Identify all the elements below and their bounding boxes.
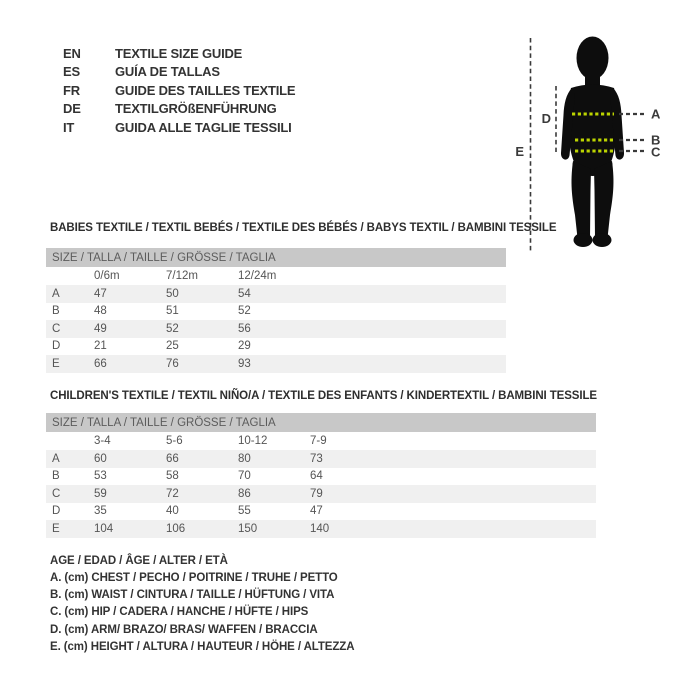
- cell: 49: [94, 322, 107, 335]
- row-label: C: [52, 487, 61, 500]
- lang-row-es: [63, 63, 295, 82]
- lang-label: GUIDE DES TAILLES TEXTILE: [115, 82, 296, 98]
- children-table-header-band: SIZE / TALLA / TAILLE / GRÖSSE / TAGLIA: [46, 413, 596, 432]
- children-section-title: CHILDREN'S TEXTILE / TEXTIL NIÑO/A / TEXTILE DES ENFANTS / KINDERTEXTIL / BAMBINI TESSILE: [50, 390, 597, 402]
- cell: 25: [166, 340, 179, 353]
- cell: 51: [166, 305, 179, 318]
- lang-code: DE: [63, 101, 81, 117]
- babies-section-title: BABIES TEXTILE / TEXTIL BEBÉS / TEXTILE DES BÉBÉS / BABYS TEXTIL / BAMBINI TESSILE: [50, 222, 557, 234]
- cell: 140: [310, 522, 330, 535]
- row-label: E: [52, 522, 60, 535]
- lang-label: TEXTILGRÖßENFÜHRUNG: [115, 101, 277, 117]
- language-title-list: [63, 44, 295, 137]
- legend-age-line: AGE / EDAD / ÂGE / ALTER / ETÀ: [50, 554, 228, 567]
- row-label: A: [52, 452, 60, 465]
- table-row: [46, 355, 506, 373]
- babies-table-header-band: SIZE / TALLA / TAILLE / GRÖSSE / TAGLIA: [46, 248, 506, 267]
- table-row: [46, 503, 596, 521]
- measure-label-c: C: [651, 144, 661, 160]
- cell: 106: [166, 522, 186, 535]
- measure-label-a: A: [651, 106, 661, 122]
- cell: 64: [310, 470, 323, 483]
- lang-label: GUIDA ALLE TAGLIE TESSILI: [115, 119, 292, 135]
- cell: 56: [238, 322, 251, 335]
- table-row: [46, 485, 596, 503]
- cell: 72: [166, 487, 179, 500]
- lang-row-de: [63, 100, 295, 119]
- table-row: [46, 320, 506, 338]
- size-column-header: 12/24m: [238, 270, 277, 282]
- legend-line-e: E. (cm) HEIGHT / ALTURA / HAUTEUR / HÖHE / ALTEZZA: [50, 640, 355, 653]
- cell: 104: [94, 522, 114, 535]
- lang-code: EN: [63, 45, 81, 61]
- lang-code: IT: [63, 119, 75, 135]
- lang-code: FR: [63, 82, 80, 98]
- cell: 79: [310, 487, 323, 500]
- table-row: [46, 450, 596, 468]
- measure-label-d: D: [541, 111, 551, 126]
- table-row: [46, 338, 506, 356]
- cell: 52: [238, 305, 251, 318]
- legend-line-a: A. (cm) CHEST / PECHO / POITRINE / TRUHE / PETTO: [50, 571, 338, 584]
- legend-line-d: D. (cm) ARM/ BRAZO/ BRAS/ WAFFEN / BRACCIA: [50, 623, 318, 636]
- children-size-table: [46, 413, 596, 538]
- cell: 29: [238, 340, 251, 353]
- cell: 76: [166, 357, 179, 370]
- cell: 55: [238, 505, 251, 518]
- cell: 53: [94, 470, 107, 483]
- size-column-header: 0/6m: [94, 270, 120, 282]
- table-row: [46, 468, 596, 486]
- babies-size-table: [46, 248, 506, 373]
- cell: 80: [238, 452, 251, 465]
- cell: 70: [238, 470, 251, 483]
- lang-row-it: [63, 118, 295, 137]
- lang-row-en: [63, 44, 295, 63]
- row-label: A: [52, 287, 60, 300]
- cell: 59: [94, 487, 107, 500]
- cell: 50: [166, 287, 179, 300]
- lang-row-fr: [63, 81, 295, 100]
- cell: 47: [310, 505, 323, 518]
- legend-line-b: B. (cm) WAIST / CINTURA / TAILLE / HÜFTUNG / VITA: [50, 589, 335, 602]
- children-size-columns-row: [46, 432, 596, 450]
- row-label: D: [52, 505, 61, 518]
- cell: 86: [238, 487, 251, 500]
- row-label: B: [52, 305, 60, 318]
- cell: 66: [94, 357, 107, 370]
- lang-label: GUÍA DE TALLAS: [115, 64, 220, 80]
- row-label: C: [52, 322, 61, 335]
- cell: 58: [166, 470, 179, 483]
- row-label: B: [52, 470, 60, 483]
- cell: 54: [238, 287, 251, 300]
- table-row: [46, 520, 596, 538]
- size-column-header: 5-6: [166, 435, 183, 447]
- measure-label-e: E: [515, 144, 524, 159]
- lang-code: ES: [63, 64, 80, 80]
- row-label: E: [52, 357, 60, 370]
- child-silhouette: [561, 37, 624, 248]
- cell: 35: [94, 505, 107, 518]
- babies-size-columns-row: [46, 267, 506, 285]
- cell: 66: [166, 452, 179, 465]
- cell: 40: [166, 505, 179, 518]
- cell: 93: [238, 357, 251, 370]
- table-row: [46, 303, 506, 321]
- cell: 47: [94, 287, 107, 300]
- measurement-legend: [50, 552, 354, 656]
- cell: 150: [238, 522, 258, 535]
- lang-label: TEXTILE SIZE GUIDE: [115, 45, 243, 61]
- size-column-header: 10-12: [238, 435, 268, 447]
- cell: 60: [94, 452, 107, 465]
- size-column-header: 3-4: [94, 435, 111, 447]
- cell: 73: [310, 452, 323, 465]
- cell: 52: [166, 322, 179, 335]
- cell: 21: [94, 340, 107, 353]
- table-row: [46, 285, 506, 303]
- size-column-header: 7/12m: [166, 270, 198, 282]
- cell: 48: [94, 305, 107, 318]
- measure-label-b: B: [651, 132, 661, 148]
- legend-line-c: C. (cm) HIP / CADERA / HANCHE / HÜFTE / HIPS: [50, 606, 309, 619]
- row-label: D: [52, 340, 61, 353]
- size-column-header: 7-9: [310, 435, 327, 447]
